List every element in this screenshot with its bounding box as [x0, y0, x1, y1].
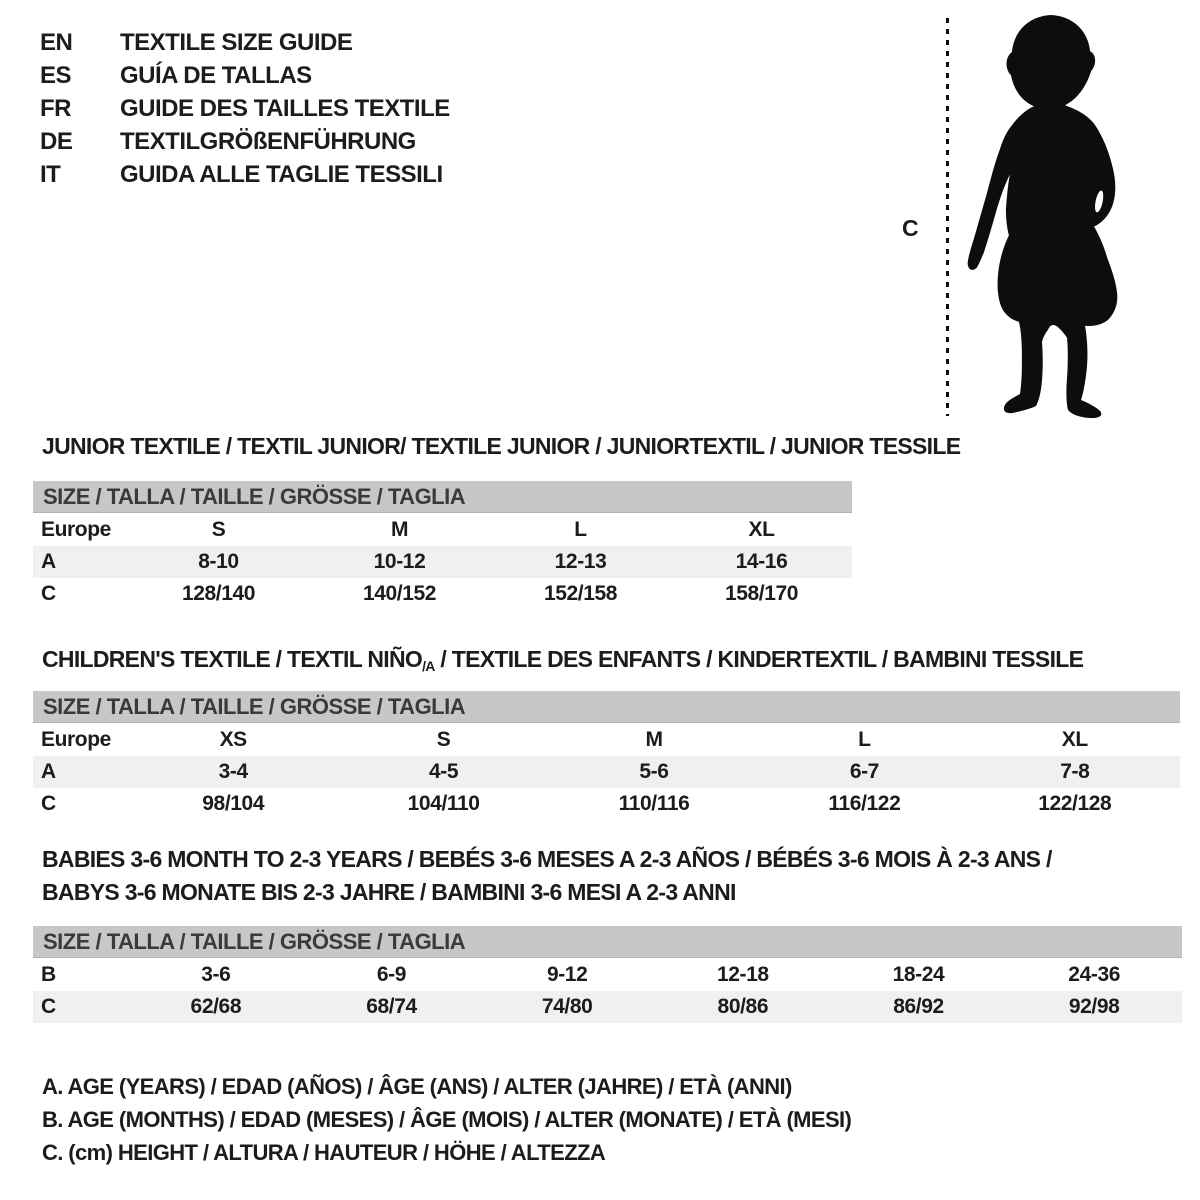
table-cell: 68/74: [366, 995, 417, 1018]
language-title-list: [40, 26, 450, 191]
children-size-table: [33, 691, 1180, 820]
table-cell: M: [645, 728, 663, 751]
table-cell: 9-12: [546, 963, 588, 986]
table-cell: 80/86: [717, 995, 769, 1018]
row-label: C: [41, 582, 56, 605]
legend-block: [42, 1070, 851, 1169]
junior-size-table: [33, 481, 852, 610]
lang-title: TEXTILE SIZE GUIDE: [120, 29, 353, 56]
size-table-header: SIZE / TALLA / TAILLE / GRÖSSE / TAGLIA: [33, 691, 1180, 723]
table-cell: 74/80: [541, 995, 593, 1018]
babies-table-rows: [33, 959, 1182, 1023]
table-cell: 18-24: [892, 963, 945, 986]
row-label: A: [41, 550, 56, 573]
table-cell: 98/104: [202, 792, 265, 815]
table-cell: M: [390, 518, 409, 541]
babies-size-table: [33, 926, 1182, 1023]
lang-code: IT: [40, 161, 61, 188]
lang-title: GUIDA ALLE TAGLIE TESSILI: [120, 161, 443, 188]
table-cell: 6-7: [849, 760, 879, 783]
lang-code: EN: [40, 29, 73, 56]
row-label: C: [41, 995, 56, 1018]
table-cell: 116/122: [828, 792, 901, 815]
table-cell: S: [211, 518, 226, 541]
table-cell: 122/128: [1038, 792, 1112, 815]
table-cell: 6-9: [376, 963, 407, 986]
legend-line-a: A. AGE (YEARS) / EDAD (AÑOS) / ÂGE (ANS) / ALTER (JAHRE) / ETÀ (ANNI): [42, 1074, 792, 1099]
table-cell: 14-16: [735, 550, 788, 573]
table-cell: 104/110: [407, 792, 480, 815]
lang-code: ES: [40, 62, 72, 89]
table-cell: 92/98: [1068, 995, 1120, 1018]
table-cell: L: [574, 518, 587, 541]
legend-line-b: B. AGE (MONTHS) / EDAD (MESES) / ÂGE (MOIS) / ALTER (MONATE) / ETÀ (MESI): [42, 1107, 852, 1132]
table-cell: 3-6: [201, 963, 231, 986]
table-cell: XL: [748, 518, 775, 541]
lang-code: DE: [40, 128, 73, 155]
lang-code: FR: [40, 95, 71, 122]
table-row: [33, 724, 1180, 756]
table-cell: XS: [219, 728, 247, 751]
lang-row-es: [40, 59, 450, 92]
table-cell: 4-5: [429, 760, 459, 783]
babies-section-heading-line1: BABIES 3-6 MONTH TO 2-3 YEARS / BEBÉS 3-6 MESES A 2-3 AÑOS / BÉBÉS 3-6 MOIS À 2-3 ANS /: [42, 846, 1052, 872]
size-table-header: SIZE / TALLA / TAILLE / GRÖSSE / TAGLIA: [33, 481, 852, 513]
table-cell: 8-10: [198, 550, 239, 573]
dotted-height-line: [946, 18, 949, 416]
table-cell: 10-12: [373, 550, 426, 573]
toddler-silhouette-icon: [963, 12, 1140, 423]
table-cell: XL: [1061, 728, 1088, 751]
table-cell: 152/158: [543, 582, 618, 605]
junior-section-heading: JUNIOR TEXTILE / TEXTIL JUNIOR/ TEXTILE JUNIOR / JUNIORTEXTIL / JUNIOR TESSILE: [42, 433, 961, 459]
table-cell: 24-36: [1068, 963, 1121, 986]
table-row: [33, 546, 852, 578]
table-row: [33, 578, 852, 610]
lang-row-it: [40, 158, 450, 191]
table-row: [33, 756, 1180, 788]
table-cell: 62/68: [190, 995, 242, 1018]
lang-title: GUÍA DE TALLAS: [120, 62, 312, 89]
table-cell: L: [858, 728, 871, 751]
legend-line-c: C. (cm) HEIGHT / ALTURA / HAUTEUR / HÖHE / ALTEZZA: [42, 1140, 606, 1165]
table-cell: 3-4: [218, 760, 248, 783]
lang-row-de: [40, 125, 450, 158]
junior-table-rows: [33, 514, 852, 610]
table-row: [33, 788, 1180, 820]
table-cell: 128/140: [181, 582, 256, 605]
row-label: Europe: [41, 728, 111, 751]
table-row: [33, 959, 1182, 991]
table-cell: 140/152: [362, 582, 437, 605]
row-label: B: [41, 963, 56, 986]
table-cell: 12-18: [716, 963, 769, 986]
lang-title: TEXTILGRÖßENFÜHRUNG: [120, 128, 416, 155]
height-marker-label: C: [902, 215, 919, 241]
table-cell: 158/170: [724, 582, 799, 605]
children-section-heading: [42, 646, 1083, 679]
table-cell: 7-8: [1060, 760, 1090, 783]
table-cell: 5-6: [639, 760, 669, 783]
row-label: Europe: [41, 518, 111, 541]
children-table-rows: [33, 724, 1180, 820]
table-cell: 110/116: [618, 792, 690, 815]
table-row: [33, 514, 852, 546]
row-label: A: [41, 760, 56, 783]
lang-title: GUIDE DES TAILLES TEXTILE: [120, 95, 450, 122]
table-cell: S: [436, 728, 451, 751]
children-heading-part1: CHILDREN'S TEXTILE / TEXTIL NIÑO: [42, 646, 423, 672]
children-heading-part2: / TEXTILE DES ENFANTS / KINDERTEXTIL / BAMBINI TESSILE: [434, 646, 1084, 672]
size-table-header: SIZE / TALLA / TAILLE / GRÖSSE / TAGLIA: [33, 926, 1182, 958]
lang-row-fr: [40, 92, 450, 125]
table-row: [33, 991, 1182, 1023]
row-label: C: [41, 792, 56, 815]
lang-row-en: [40, 26, 450, 59]
children-heading-sub: /A: [422, 658, 435, 674]
table-cell: 12-13: [554, 550, 607, 573]
babies-section-heading-line2: BABYS 3-6 MONATE BIS 2-3 JAHRE / BAMBINI 3-6 MESI A 2-3 ANNI: [42, 879, 736, 905]
table-cell: 86/92: [893, 995, 944, 1018]
